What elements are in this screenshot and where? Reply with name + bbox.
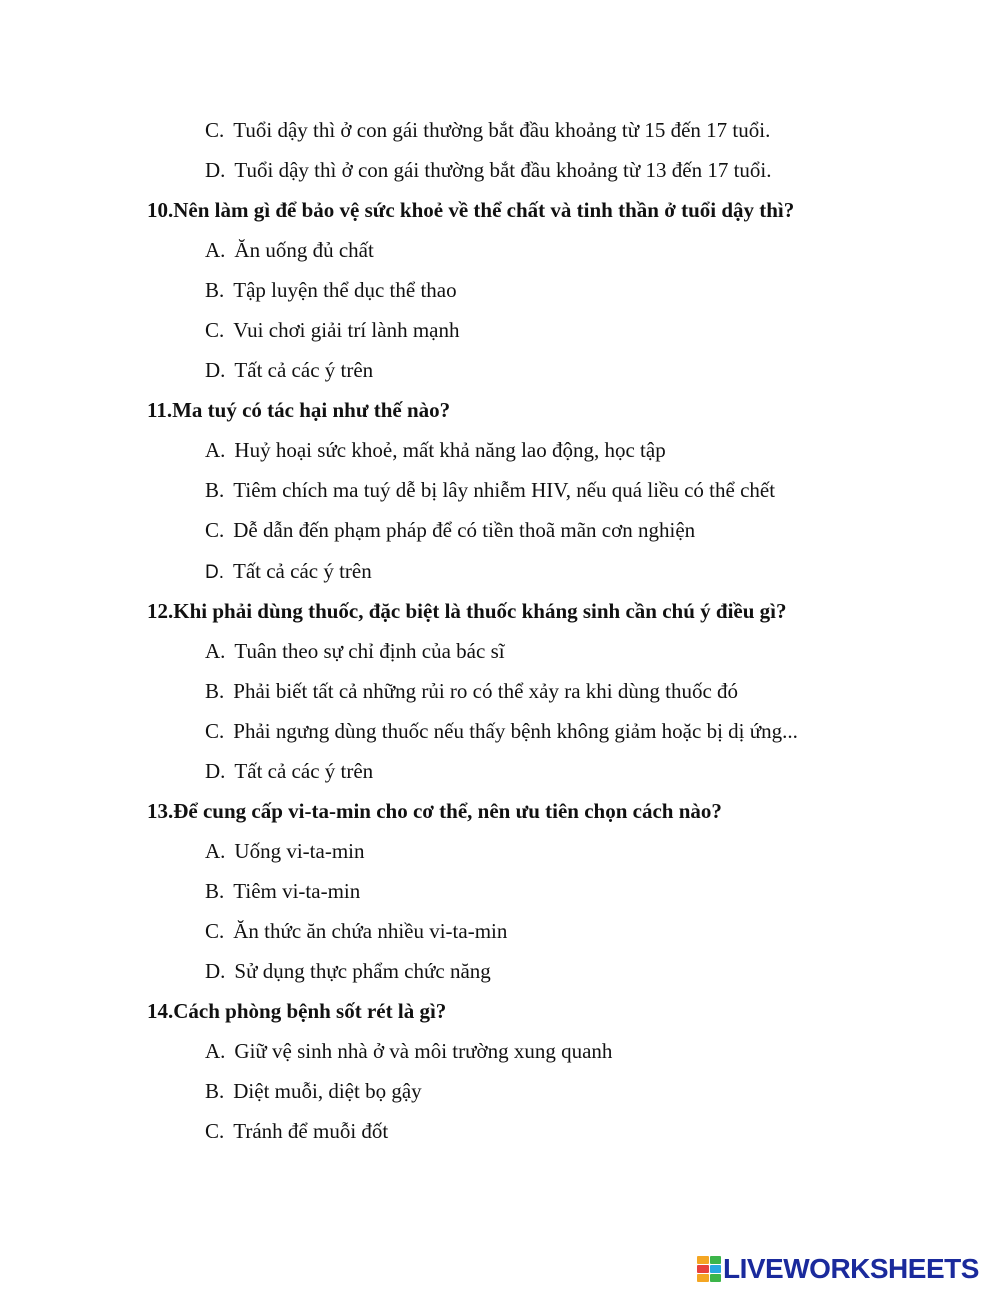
- option-text: Tất cả các ý trên: [234, 358, 374, 382]
- option-text: Uống vi-ta-min: [234, 839, 365, 863]
- logo-block: [697, 1256, 709, 1264]
- option-letter: D.: [205, 358, 226, 382]
- list-item: [205, 517, 695, 543]
- option-text: Ăn uống đủ chất: [234, 238, 374, 262]
- liveworksheets-logo-icon: [697, 1256, 721, 1282]
- list-item: [205, 477, 775, 503]
- list-item: [205, 878, 360, 904]
- option-text: Tất cả các ý trên: [233, 559, 372, 583]
- question-text: Cách phòng bệnh sốt rét là gì?: [173, 999, 447, 1023]
- question-number: 12.: [147, 599, 174, 623]
- option-letter: A.: [205, 639, 226, 663]
- list-item: [205, 958, 491, 984]
- logo-block: [697, 1274, 709, 1282]
- option-letter: B.: [205, 679, 225, 703]
- option-text: Huỷ hoại sức khoẻ, mất khả năng lao động, học tập: [234, 438, 666, 462]
- option-letter: A.: [205, 1039, 226, 1063]
- logo-block: [710, 1274, 722, 1282]
- option-text: Phải biết tất cả những rủi ro có thể xảy ra khi dùng thuốc đó: [233, 679, 739, 703]
- option-text: Tuổi dậy thì ở con gái thường bắt đầu khoảng từ 13 đến 17 tuổi.: [234, 158, 772, 182]
- option-text: Tiêm vi-ta-min: [233, 879, 361, 903]
- liveworksheets-watermark: [697, 1254, 979, 1284]
- question-11: [147, 397, 450, 423]
- option-letter: B.: [205, 1079, 225, 1103]
- option-letter: B.: [205, 879, 225, 903]
- option-letter: A.: [205, 438, 226, 462]
- list-item: [205, 237, 374, 263]
- option-letter: B.: [205, 478, 225, 502]
- question-text: Khi phải dùng thuốc, đặc biệt là thuốc kháng sinh cần chú ý điều gì?: [173, 599, 787, 623]
- option-letter: A.: [205, 839, 226, 863]
- question-number: 13.: [147, 799, 174, 823]
- list-item: [205, 1078, 422, 1104]
- list-item: [205, 437, 666, 463]
- option-letter: C.: [205, 518, 225, 542]
- list-item: [205, 638, 505, 664]
- question-number: 10.: [147, 198, 174, 222]
- question-number: 11.: [147, 398, 173, 422]
- option-letter: D.: [205, 759, 226, 783]
- option-text: Tránh để muỗi đốt: [233, 1119, 389, 1143]
- brand-name: LIVEWORKSHEETS: [723, 1253, 979, 1284]
- logo-block: [710, 1265, 722, 1273]
- list-item: [205, 678, 738, 704]
- option-text: Dễ dẫn đến phạm pháp để có tiền thoã mãn cơn nghiện: [233, 518, 696, 542]
- question-10: [147, 197, 794, 223]
- list-item: [205, 1038, 612, 1064]
- question-12: [147, 598, 787, 624]
- option-letter: C.: [205, 318, 225, 342]
- question-text: Để cung cấp vi-ta-min cho cơ thể, nên ưu tiên chọn cách nào?: [173, 799, 722, 823]
- logo-block: [710, 1256, 722, 1264]
- option-letter: D.: [205, 562, 224, 583]
- option-text: Tuổi dậy thì ở con gái thường bắt đầu khoảng từ 15 đến 17 tuổi.: [233, 118, 771, 142]
- option-text: Diệt muỗi, diệt bọ gậy: [233, 1079, 422, 1103]
- option-letter: C.: [205, 1119, 225, 1143]
- option-text: Giữ vệ sinh nhà ở và môi trường xung quanh: [234, 1039, 613, 1063]
- option-letter: C.: [205, 719, 225, 743]
- option-text: Tập luyện thể dục thể thao: [233, 278, 457, 302]
- option-letter: C.: [205, 919, 225, 943]
- option-text: Tiêm chích ma tuý dễ bị lây nhiễm HIV, nếu quá liều có thể chết: [233, 478, 776, 502]
- option-letter: D.: [205, 959, 226, 983]
- question-text: Ma tuý có tác hại như thế nào?: [172, 398, 451, 422]
- option-text: Tuân theo sự chỉ định của bác sĩ: [234, 639, 505, 663]
- list-item: [205, 317, 459, 343]
- list-item: [205, 357, 373, 383]
- option-text: Sử dụng thực phẩm chức năng: [234, 959, 491, 983]
- list-item: [205, 157, 772, 183]
- question-text: Nên làm gì để bảo vệ sức khoẻ về thể chất và tinh thần ở tuổi dậy thì?: [173, 198, 795, 222]
- option-letter: B.: [205, 278, 225, 302]
- option-text: Phải ngưng dùng thuốc nếu thấy bệnh không giảm hoặc bị dị ứng...: [233, 719, 798, 743]
- option-letter: D.: [205, 158, 226, 182]
- option-text: Ăn thức ăn chứa nhiều vi-ta-min: [233, 919, 508, 943]
- list-item: [205, 718, 798, 744]
- question-number: 14.: [147, 999, 174, 1023]
- list-item: [205, 277, 457, 303]
- list-item: [205, 117, 770, 143]
- option-letter: C.: [205, 118, 225, 142]
- question-13: [147, 798, 722, 824]
- list-item: [205, 1118, 388, 1144]
- list-item: [205, 558, 372, 586]
- option-text: Vui chơi giải trí lành mạnh: [233, 318, 460, 342]
- list-item: [205, 918, 507, 944]
- question-14: [147, 998, 446, 1024]
- option-letter: A.: [205, 238, 226, 262]
- option-text: Tất cả các ý trên: [234, 759, 374, 783]
- logo-block: [697, 1265, 709, 1273]
- list-item: [205, 838, 364, 864]
- list-item: [205, 758, 373, 784]
